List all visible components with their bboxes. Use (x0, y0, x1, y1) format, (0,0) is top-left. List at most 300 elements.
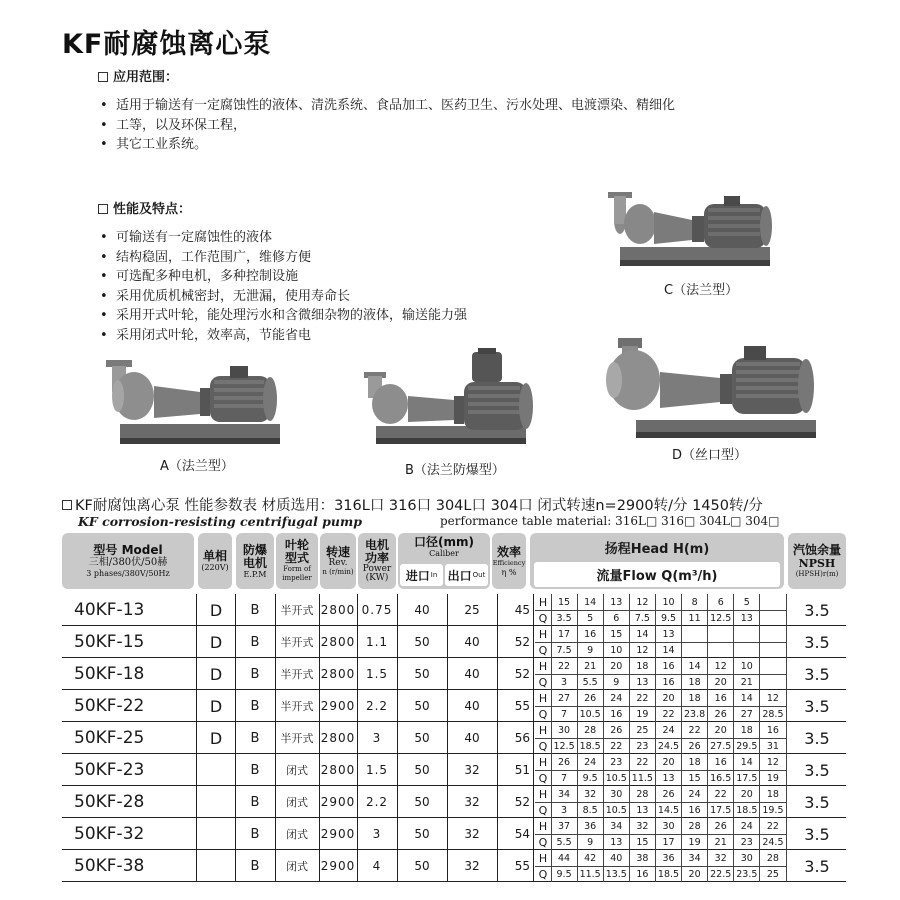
grid-line (629, 658, 630, 690)
single-phase-cell: D (209, 632, 223, 652)
column-divider (235, 658, 236, 690)
grid-line (603, 850, 604, 882)
flow-value: 14.5 (657, 804, 680, 816)
column-divider (196, 658, 197, 690)
grid-line (577, 754, 578, 786)
column-divider (533, 594, 534, 626)
outlet-cell: 40 (464, 667, 480, 681)
grid-line (786, 850, 787, 882)
application-item: • 适用于输送有一定腐蚀性的液体、清洗系统、食品加工、医药卫生、污水处理、电渡漂染、精细化 (98, 96, 828, 116)
grid-line (655, 850, 656, 882)
flow-value: 11 (688, 612, 701, 624)
grid-line (786, 754, 787, 786)
column-divider (447, 786, 448, 818)
column-divider (357, 626, 358, 658)
application-heading-text: 应用范围： (113, 70, 179, 85)
column-divider (275, 658, 276, 690)
grid-line (655, 658, 656, 690)
grid-line (786, 690, 787, 722)
grid-line (733, 658, 734, 690)
head-value: 26 (662, 788, 675, 800)
rev-cell: 2900 (320, 699, 356, 713)
header-outlet-en: Out (472, 571, 486, 579)
flow-value: 10.5 (605, 772, 627, 784)
inlet-cell: 50 (414, 795, 430, 809)
explosion-proof-cell: B (250, 730, 260, 746)
column-divider (235, 818, 236, 850)
header-single-label: 单相 (202, 549, 227, 563)
pump-b-caption: B（法兰防爆型） (405, 463, 505, 478)
head-value: 28 (584, 724, 597, 736)
column-divider (319, 690, 320, 722)
single-phase-cell: D (209, 600, 223, 620)
feature-item: • 采用开式叶轮，能处理污水和含微细杂物的液体，输送能力强 (98, 306, 598, 326)
column-divider (397, 818, 398, 850)
head-value: 20 (740, 788, 753, 800)
grid-line (551, 818, 552, 850)
grid-line (535, 642, 786, 643)
head-value: 22 (714, 788, 727, 800)
grid-line (535, 674, 786, 675)
flow-value: 28.5 (762, 708, 784, 720)
grid-line (577, 850, 578, 882)
flow-value: 16 (610, 708, 623, 720)
flow-value: 9.5 (556, 868, 572, 880)
inlet-cell: 50 (414, 667, 430, 681)
flow-value: 16 (662, 676, 675, 688)
grid-line (603, 722, 604, 754)
checkbox-square-icon (98, 72, 108, 82)
flow-value: 9.5 (582, 772, 598, 784)
flow-value: 17.5 (736, 772, 758, 784)
grid-line (535, 738, 786, 739)
flow-label: Q (538, 643, 548, 657)
flow-value: 7.5 (556, 644, 572, 656)
outlet-cell: 32 (464, 795, 480, 809)
model-cell: 50KF-38 (74, 856, 145, 876)
head-value: 34 (688, 852, 701, 864)
column-divider (533, 658, 534, 690)
flow-label: Q (538, 803, 548, 817)
grid-line (535, 834, 786, 835)
column-divider (235, 690, 236, 722)
npsh-cell: 3.5 (804, 696, 830, 716)
efficiency-cell: 54 (514, 827, 530, 841)
feature-item: • 可选配多种电机，多种控制设施 (98, 267, 598, 287)
grid-line (681, 626, 682, 658)
grid-line (681, 722, 682, 754)
explosion-proof-cell: B (250, 826, 260, 842)
grid-line (629, 626, 630, 658)
column-divider (319, 658, 320, 690)
head-value: 12 (714, 660, 727, 672)
header-power (358, 533, 396, 589)
npsh-cell: 3.5 (804, 728, 830, 748)
grid-line (535, 866, 786, 867)
head-flow-grid (535, 626, 786, 658)
pump-c-caption: C（法兰型） (664, 283, 739, 298)
column-divider (196, 594, 197, 626)
head-value: 14 (636, 628, 649, 640)
impeller-cell: 闭式 (286, 764, 308, 777)
grid-line (707, 722, 708, 754)
table-row (62, 722, 846, 754)
table-row (62, 626, 846, 658)
column-divider (447, 690, 448, 722)
flow-value: 22 (610, 740, 623, 752)
header-model (62, 533, 194, 589)
rev-cell: 2900 (320, 827, 356, 841)
head-value: 15 (558, 596, 571, 608)
grid-line (733, 722, 734, 754)
grid-line (759, 626, 760, 658)
outlet-cell: 32 (464, 763, 480, 777)
power-cell: 3 (372, 731, 382, 745)
outlet-cell: 32 (464, 827, 480, 841)
flow-value: 26 (688, 740, 701, 752)
table-row (62, 850, 846, 882)
flow-value: 9 (613, 676, 620, 688)
model-cell: 50KF-32 (74, 824, 145, 844)
impeller-cell: 闭式 (286, 796, 308, 809)
column-divider (397, 786, 398, 818)
head-value: 26 (558, 756, 571, 768)
header-caliber-en: Caliber (429, 549, 459, 558)
header-impeller-sub: Form of impeller (282, 565, 312, 582)
inlet-cell: 50 (414, 859, 430, 873)
single-phase-cell: D (209, 728, 223, 748)
power-cell: 4 (372, 859, 382, 873)
head-label: H (538, 755, 548, 769)
pump-c-image (600, 182, 785, 272)
grid-line (577, 658, 578, 690)
column-divider (397, 626, 398, 658)
column-divider (235, 594, 236, 626)
application-item: • 工等，以及环保工程， (98, 116, 828, 136)
feature-item: • 采用优质机械密封，无泄漏，使用寿命长 (98, 287, 598, 307)
column-divider (533, 690, 534, 722)
grid-line (603, 658, 604, 690)
table-row (62, 594, 846, 626)
flow-value: 29.5 (736, 740, 758, 752)
column-divider (319, 594, 320, 626)
rev-cell: 2800 (320, 667, 356, 681)
header-model-cn: 三相/380伏/50赫 (88, 557, 168, 568)
flow-value: 18.5 (657, 868, 680, 880)
header-rev-unit: n (r/min) (322, 567, 354, 576)
explosion-proof-cell: B (250, 794, 260, 810)
grid-line (681, 850, 682, 882)
grid-line (733, 850, 734, 882)
head-value: 23 (610, 756, 623, 768)
flow-value: 23.8 (684, 708, 706, 720)
flow-value: 24.5 (657, 740, 680, 752)
head-value: 22 (636, 756, 649, 768)
flow-value: 15 (636, 836, 649, 848)
grid-line (759, 722, 760, 754)
column-divider (319, 722, 320, 754)
column-divider (447, 722, 448, 754)
column-divider (319, 818, 320, 850)
head-value: 27 (558, 692, 571, 704)
head-value: 24 (584, 756, 597, 768)
head-value: 26 (584, 692, 597, 704)
pump-b-image (358, 346, 538, 450)
column-divider (497, 850, 498, 882)
head-value: 8 (691, 596, 698, 608)
column-divider (196, 754, 197, 786)
head-value: 25 (636, 724, 649, 736)
grid-line (733, 818, 734, 850)
power-cell: 1.5 (365, 763, 389, 777)
grid-line (655, 626, 656, 658)
column-divider (275, 594, 276, 626)
flow-value: 24.5 (762, 836, 784, 848)
inlet-cell: 50 (414, 763, 430, 777)
column-divider (533, 626, 534, 658)
explosion-proof-cell: B (250, 698, 260, 714)
grid-line (681, 594, 682, 626)
grid-line (551, 786, 552, 818)
model-cell: 50KF-15 (74, 632, 145, 652)
flow-label: Q (538, 835, 548, 849)
header-rev-en: Rev. (328, 557, 348, 568)
spec-english-title: KF corrosion-resisting centrifugal pump (78, 514, 362, 529)
flow-value: 21 (740, 676, 753, 688)
head-value: 30 (610, 788, 623, 800)
grid-line (707, 658, 708, 690)
head-value: 16 (662, 660, 675, 672)
outlet-cell: 40 (464, 731, 480, 745)
head-flow-grid (535, 690, 786, 722)
head-value: 18 (766, 788, 779, 800)
column-divider (447, 818, 448, 850)
column-divider (275, 722, 276, 754)
model-cell: 50KF-22 (74, 696, 145, 716)
header-eff-label: 效率 (496, 544, 521, 559)
npsh-cell: 3.5 (804, 600, 830, 620)
grid-line (759, 658, 760, 690)
head-value: 17 (558, 628, 571, 640)
explosion-proof-cell: B (250, 602, 260, 618)
grid-line (577, 722, 578, 754)
flow-value: 19 (766, 772, 779, 784)
flow-value: 23 (740, 836, 753, 848)
feature-item: • 采用闭式叶轮，效率高，节能省电 (98, 326, 598, 346)
column-divider (357, 754, 358, 786)
column-divider (275, 626, 276, 658)
page-title: KF耐腐蚀离心泵 (62, 29, 272, 60)
column-divider (397, 722, 398, 754)
grid-line (786, 658, 787, 690)
head-value: 34 (558, 788, 571, 800)
outlet-cell: 40 (464, 635, 480, 649)
grid-line (733, 754, 734, 786)
impeller-cell: 半开式 (280, 636, 314, 649)
grid-line (733, 690, 734, 722)
flow-value: 17 (662, 836, 675, 848)
head-flow-grid (535, 594, 786, 626)
grid-line (681, 818, 682, 850)
column-divider (275, 850, 276, 882)
grid-line (733, 786, 734, 818)
head-value: 10 (662, 596, 675, 608)
impeller-cell: 半开式 (280, 604, 314, 617)
column-divider (319, 850, 320, 882)
column-divider (497, 658, 498, 690)
column-divider (533, 786, 534, 818)
rev-cell: 2800 (320, 731, 356, 745)
grid-line (551, 594, 552, 626)
flow-value: 10.5 (605, 804, 627, 816)
flow-value: 3 (561, 804, 568, 816)
flow-value: 6 (613, 612, 620, 624)
head-value: 22 (688, 724, 701, 736)
grid-line (681, 786, 682, 818)
grid-line (681, 658, 682, 690)
column-divider (235, 754, 236, 786)
grid-line (603, 786, 604, 818)
features-list (98, 228, 598, 345)
header-caliber-label: 口径(mm) (414, 535, 474, 549)
features-heading (98, 198, 191, 217)
header-model-label: 型号 Model (93, 543, 163, 557)
table-row (62, 690, 846, 722)
single-phase-cell: D (209, 696, 223, 716)
grid-line (707, 594, 708, 626)
header-explosion-proof (236, 533, 274, 589)
grid-line (551, 722, 552, 754)
grid-line (603, 754, 604, 786)
head-value: 18 (688, 692, 701, 704)
efficiency-cell: 45 (514, 603, 530, 617)
head-value: 16 (766, 724, 779, 736)
head-value: 20 (662, 692, 675, 704)
head-value: 21 (584, 660, 597, 672)
grid-line (629, 818, 630, 850)
flow-value: 16.5 (710, 772, 732, 784)
feature-item: • 结构稳固，工作范围广，维修方便 (98, 248, 598, 268)
column-divider (357, 786, 358, 818)
head-value: 36 (584, 820, 597, 832)
head-value: 28 (636, 788, 649, 800)
header-single-phase (198, 533, 232, 589)
features-heading-text: 性能及特点： (113, 202, 192, 217)
table-row (62, 818, 846, 850)
model-cell: 50KF-18 (74, 664, 145, 684)
flow-value: 7 (561, 708, 568, 720)
head-value: 20 (610, 660, 623, 672)
explosion-proof-cell: B (250, 666, 260, 682)
efficiency-cell: 51 (514, 763, 530, 777)
flow-value: 13 (610, 836, 623, 848)
grid-line (629, 690, 630, 722)
head-value: 15 (610, 628, 623, 640)
power-cell: 0.75 (361, 603, 393, 617)
grid-line (603, 626, 604, 658)
flow-value: 8.5 (582, 804, 598, 816)
npsh-cell: 3.5 (804, 792, 830, 812)
grid-line (655, 690, 656, 722)
grid-line (629, 754, 630, 786)
head-label: H (538, 819, 548, 833)
head-value: 18 (636, 660, 649, 672)
grid-line (655, 818, 656, 850)
header-npsh-label: 汽蚀余量 (792, 542, 841, 557)
flow-value: 19 (688, 836, 701, 848)
grid-line (759, 594, 760, 626)
grid-line (655, 594, 656, 626)
flow-value: 12.5 (553, 740, 575, 752)
head-value: 13 (610, 596, 623, 608)
head-value: 34 (610, 820, 623, 832)
flow-value: 10.5 (579, 708, 601, 720)
flow-value: 12.5 (710, 612, 732, 624)
grid-line (733, 594, 734, 626)
column-divider (319, 786, 320, 818)
checkbox-square-icon (62, 500, 72, 510)
header-rev-label: 转速 (325, 544, 350, 559)
flow-value: 26 (714, 708, 727, 720)
head-flow-grid (535, 658, 786, 690)
head-value: 22 (766, 820, 779, 832)
model-cell: 50KF-23 (74, 760, 145, 780)
head-flow-grid (535, 850, 786, 882)
header-outlet (445, 564, 488, 586)
head-value: 20 (714, 724, 727, 736)
head-value: 36 (662, 852, 675, 864)
flow-value: 13 (636, 804, 649, 816)
column-divider (275, 786, 276, 818)
flow-value: 3 (561, 676, 568, 688)
header-model-en: 3 phases/380V/50Hz (86, 569, 170, 578)
column-divider (196, 786, 197, 818)
rev-cell: 2900 (320, 859, 356, 873)
column-divider (447, 658, 448, 690)
head-value: 14 (688, 660, 701, 672)
checkbox-square-icon (98, 204, 108, 214)
efficiency-cell: 55 (514, 859, 530, 873)
column-divider (533, 850, 534, 882)
head-value: 14 (584, 596, 597, 608)
inlet-cell: 50 (414, 827, 430, 841)
column-divider (397, 850, 398, 882)
head-value: 42 (584, 852, 597, 864)
grid-line (759, 754, 760, 786)
header-ep-label: 防爆电机 (242, 542, 267, 570)
npsh-cell: 3.5 (804, 664, 830, 684)
rev-cell: 2800 (320, 603, 356, 617)
head-value: 6 (717, 596, 724, 608)
npsh-cell: 3.5 (804, 824, 830, 844)
flow-label: Q (538, 675, 548, 689)
grid-line (707, 786, 708, 818)
table-row (62, 786, 846, 818)
flow-value: 9 (587, 836, 594, 848)
flow-value: 13 (636, 676, 649, 688)
model-cell: 50KF-28 (74, 792, 145, 812)
flow-value: 18.5 (579, 740, 601, 752)
inlet-cell: 50 (414, 635, 430, 649)
flow-value: 7 (561, 772, 568, 784)
power-cell: 2.2 (365, 699, 389, 713)
outlet-cell: 25 (464, 603, 480, 617)
grid-line (707, 754, 708, 786)
head-value: 32 (584, 788, 597, 800)
impeller-cell: 闭式 (286, 860, 308, 873)
head-value: 30 (662, 820, 675, 832)
impeller-cell: 半开式 (280, 668, 314, 681)
